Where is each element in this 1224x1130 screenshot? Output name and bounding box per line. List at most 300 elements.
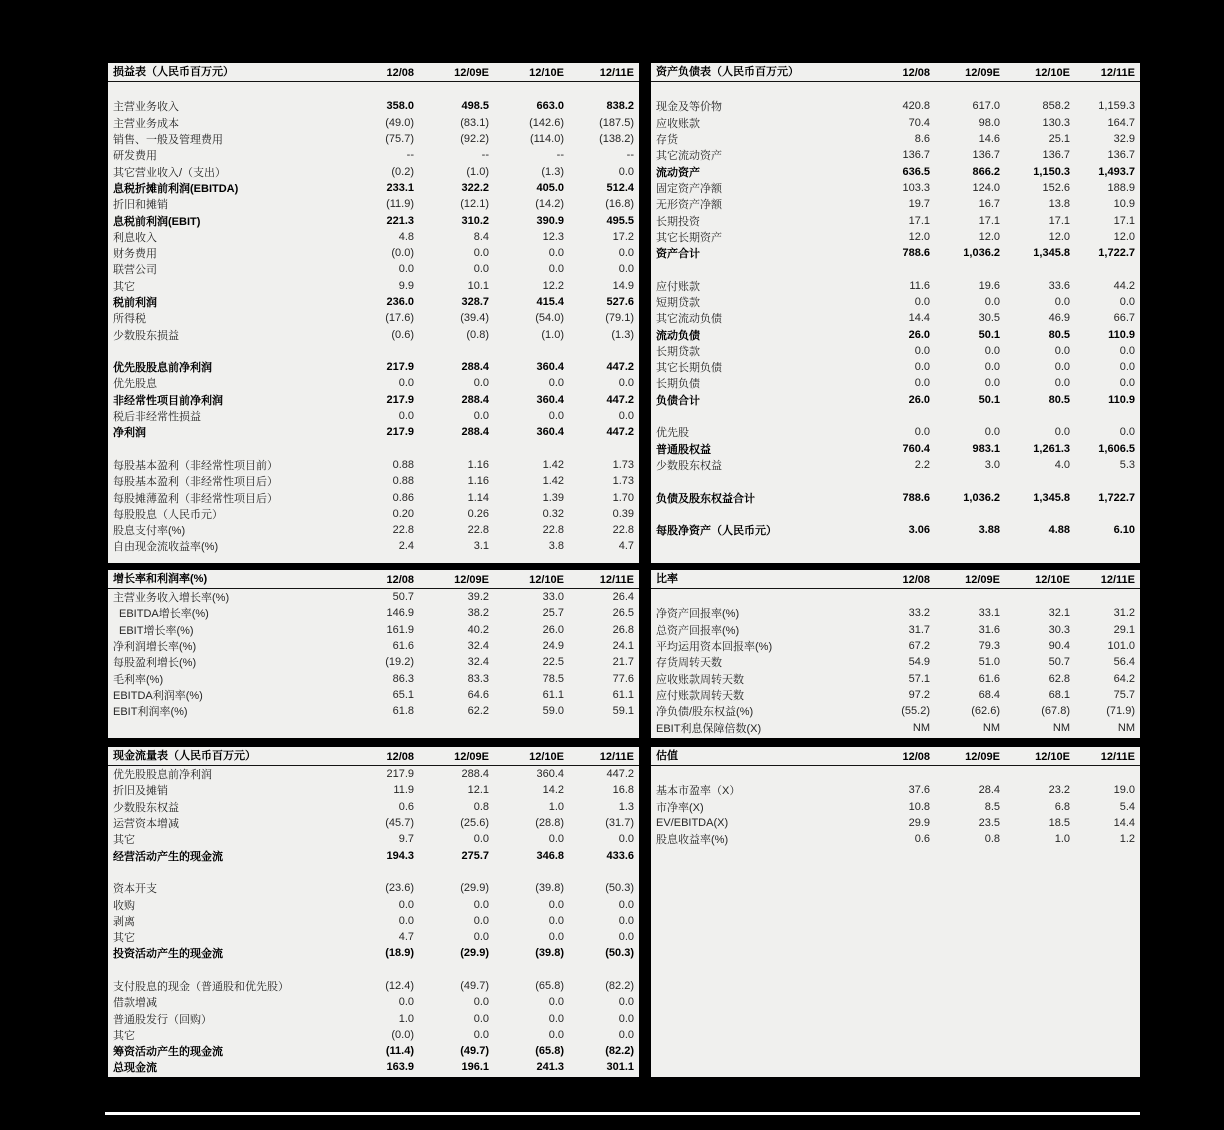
table-row bbox=[108, 408, 639, 424]
cell-value: 858.2 bbox=[1042, 100, 1070, 113]
cell-value: 196.1 bbox=[461, 1061, 489, 1074]
cell-value: 59.1 bbox=[612, 705, 634, 718]
cell-value: 360.4 bbox=[536, 768, 564, 781]
column-header: 12/09E bbox=[965, 751, 1000, 763]
cell-value: 0.6 bbox=[914, 833, 930, 846]
cell-value: 64.2 bbox=[1113, 672, 1135, 685]
cell-value: 0.0 bbox=[914, 426, 930, 439]
cell-value: 101.0 bbox=[1107, 640, 1135, 653]
cell-value: 0.39 bbox=[612, 507, 634, 520]
cell-value: 32.4 bbox=[467, 640, 489, 653]
cell-value: 1,722.7 bbox=[1098, 491, 1135, 504]
row-label: 优先股息 bbox=[113, 378, 157, 391]
cell-value: 0.0 bbox=[914, 361, 930, 374]
row-label: 财务费用 bbox=[113, 248, 157, 261]
row-label: 负债合计 bbox=[656, 394, 700, 407]
cell-value: 983.1 bbox=[972, 442, 1000, 455]
table-row bbox=[108, 1010, 639, 1026]
cell-value: (82.2) bbox=[605, 1045, 634, 1058]
table-row bbox=[651, 115, 1140, 131]
cell-value: 8.5 bbox=[984, 800, 1000, 813]
cell-value: 12.0 bbox=[908, 230, 930, 243]
table-row bbox=[108, 880, 639, 896]
cell-value: 0.0 bbox=[398, 914, 414, 927]
row-label: 息税前利润(EBIT) bbox=[113, 215, 201, 228]
cell-value: (17.6) bbox=[385, 312, 414, 325]
cell-value: 21.7 bbox=[612, 656, 634, 669]
row-label: 息税折摊前利润(EBITDA) bbox=[113, 182, 239, 195]
cell-value: 447.2 bbox=[606, 426, 634, 439]
cell-value: 0.0 bbox=[1119, 344, 1135, 357]
cell-value: (54.0) bbox=[535, 312, 564, 325]
table-row bbox=[651, 294, 1140, 310]
cell-value: 12.1 bbox=[467, 784, 489, 797]
cell-value: 0.0 bbox=[1054, 344, 1070, 357]
cell-value: (49.0) bbox=[385, 116, 414, 129]
cell-value: 0.0 bbox=[914, 344, 930, 357]
cell-value: 31.2 bbox=[1113, 607, 1135, 620]
cell-value: 51.0 bbox=[978, 656, 1000, 669]
cell-value: (0.0) bbox=[391, 1028, 414, 1041]
cell-value: 0.0 bbox=[548, 247, 564, 260]
table-row bbox=[108, 929, 639, 945]
cell-value: 360.4 bbox=[536, 393, 564, 406]
cell-value: 10.1 bbox=[467, 279, 489, 292]
cell-value: 28.4 bbox=[978, 784, 1000, 797]
table-row bbox=[651, 245, 1140, 261]
row-label: 经营活动产生的现金流 bbox=[113, 850, 223, 863]
cell-value: 1.39 bbox=[542, 491, 564, 504]
cell-value: 61.6 bbox=[392, 640, 414, 653]
cell-value: 26.4 bbox=[612, 591, 634, 604]
column-header: 12/08 bbox=[386, 574, 414, 586]
spacer-row bbox=[108, 441, 639, 457]
cell-value: 0.0 bbox=[398, 263, 414, 276]
cell-value: -- bbox=[481, 149, 489, 162]
row-label: 市净率(X) bbox=[656, 801, 704, 814]
cell-value: 0.0 bbox=[984, 296, 1000, 308]
row-label: 其它营业收入/（支出） bbox=[113, 166, 227, 179]
table-title: 现金流量表（人民币百万元） bbox=[113, 750, 256, 762]
cell-value: (1.3) bbox=[541, 165, 564, 178]
cell-value: 10.8 bbox=[908, 800, 930, 813]
cell-value: 14.4 bbox=[1113, 817, 1135, 830]
cell-value: 0.0 bbox=[618, 263, 634, 276]
table-row bbox=[651, 670, 1140, 686]
cell-value: 0.0 bbox=[473, 898, 489, 911]
cell-value: 1,150.3 bbox=[1033, 165, 1070, 178]
cell-value: 0.0 bbox=[1119, 426, 1135, 439]
table-row bbox=[108, 489, 639, 505]
cell-value: 12.0 bbox=[978, 230, 1000, 243]
column-header: 12/09E bbox=[454, 67, 489, 79]
cell-value: 1,036.2 bbox=[963, 247, 1000, 260]
cell-value: 65.1 bbox=[392, 688, 414, 701]
row-label: 流动负债 bbox=[656, 329, 700, 342]
cell-value: 16.7 bbox=[978, 198, 1000, 211]
cell-value: 78.5 bbox=[542, 672, 564, 685]
table-row bbox=[108, 589, 639, 605]
cell-value: 77.6 bbox=[612, 672, 634, 685]
cell-value: (25.6) bbox=[460, 817, 489, 830]
cell-value: -- bbox=[626, 149, 634, 162]
cell-value: 62.2 bbox=[467, 705, 489, 718]
cell-value: 310.2 bbox=[461, 214, 489, 227]
cell-value: 0.0 bbox=[473, 263, 489, 276]
cell-value: (49.7) bbox=[460, 980, 489, 992]
cell-value: 3.06 bbox=[908, 524, 930, 537]
cell-value: 0.0 bbox=[618, 931, 634, 944]
cell-value: 0.0 bbox=[473, 377, 489, 390]
cell-value: 0.0 bbox=[473, 410, 489, 423]
column-header: 12/10E bbox=[529, 67, 564, 79]
cell-value: 33.0 bbox=[542, 591, 564, 604]
row-label: EBITDA增长率(%) bbox=[119, 608, 209, 621]
cell-value: 0.0 bbox=[548, 833, 564, 846]
cell-value: 30.3 bbox=[1048, 623, 1070, 636]
table-row bbox=[651, 441, 1140, 457]
cell-value: 1.0 bbox=[398, 1012, 414, 1025]
cell-value: 44.2 bbox=[1113, 279, 1135, 292]
table-row bbox=[651, 831, 1140, 847]
table-row bbox=[108, 522, 639, 538]
cell-value: 14.4 bbox=[908, 312, 930, 325]
table-header-row bbox=[651, 747, 1140, 766]
row-label: 长期投资 bbox=[656, 215, 700, 228]
cell-value: 29.1 bbox=[1113, 623, 1135, 636]
table-row bbox=[108, 196, 639, 212]
column-header: 12/08 bbox=[386, 751, 414, 763]
spacer-row bbox=[651, 408, 1140, 424]
cell-value: 5.3 bbox=[1119, 458, 1135, 471]
cell-value: 19.0 bbox=[1113, 784, 1135, 797]
cell-value: 110.9 bbox=[1108, 328, 1135, 341]
cell-value: (75.7) bbox=[385, 133, 414, 146]
row-label: 主营业务成本 bbox=[113, 117, 179, 130]
cell-value: (12.4) bbox=[385, 980, 414, 992]
cell-value: 22.5 bbox=[542, 656, 564, 669]
cell-value: 26.5 bbox=[612, 607, 634, 620]
spacer-row bbox=[651, 82, 1140, 98]
cell-value: 3.1 bbox=[473, 540, 489, 553]
table-row bbox=[651, 147, 1140, 163]
table-row bbox=[651, 343, 1140, 359]
cell-value: 50.1 bbox=[978, 393, 1000, 406]
cell-value: 136.7 bbox=[972, 149, 1000, 162]
cell-value: 70.4 bbox=[908, 116, 930, 129]
table-row bbox=[108, 245, 639, 261]
cell-value: 1.42 bbox=[542, 475, 564, 488]
cell-value: 14.6 bbox=[978, 133, 1000, 146]
table-row bbox=[108, 294, 639, 310]
table-row bbox=[108, 687, 639, 703]
cell-value: (138.2) bbox=[599, 133, 634, 146]
cell-value: 0.0 bbox=[1054, 426, 1070, 439]
table-row bbox=[108, 1027, 639, 1043]
table-row bbox=[108, 261, 639, 277]
cell-value: 0.26 bbox=[467, 507, 489, 520]
column-header: 12/10E bbox=[529, 574, 564, 586]
table-row bbox=[651, 131, 1140, 147]
row-label: 税后非经常性损益 bbox=[113, 411, 201, 424]
cell-value: 23.2 bbox=[1048, 784, 1070, 797]
row-label: 每股盈利增长(%) bbox=[113, 657, 197, 670]
cell-value: 33.2 bbox=[908, 607, 930, 620]
row-label: 所得税 bbox=[113, 313, 146, 326]
cell-value: 17.1 bbox=[908, 214, 930, 227]
ratios-table bbox=[651, 570, 1140, 738]
table-row bbox=[651, 622, 1140, 638]
cell-value: 110.9 bbox=[1108, 393, 1135, 406]
row-label: 优先股股息前净利润 bbox=[113, 769, 212, 782]
table-row bbox=[108, 212, 639, 228]
cell-value: (11.9) bbox=[386, 198, 414, 211]
cell-value: 663.0 bbox=[536, 100, 564, 113]
table-row bbox=[108, 147, 639, 163]
cell-value: 17.1 bbox=[1048, 214, 1070, 227]
table-header-row bbox=[108, 747, 639, 766]
cell-value: (62.6) bbox=[971, 705, 1000, 718]
cell-value: 217.9 bbox=[386, 426, 414, 439]
cell-value: 161.9 bbox=[386, 623, 414, 636]
cell-value: 136.7 bbox=[1042, 149, 1070, 162]
cell-value: 2.2 bbox=[914, 458, 930, 471]
table-row bbox=[651, 424, 1140, 440]
row-label: 现金及等价物 bbox=[656, 101, 722, 114]
cell-value: 14.9 bbox=[612, 279, 634, 292]
cell-value: NM bbox=[1117, 721, 1135, 734]
row-label: 每股基本盈利（非经常性项目后） bbox=[113, 476, 278, 489]
column-header: 12/11E bbox=[599, 574, 634, 586]
table-row bbox=[651, 98, 1140, 114]
cell-value: 33.6 bbox=[1048, 279, 1070, 292]
cell-value: 0.0 bbox=[473, 247, 489, 260]
cell-value: 1,345.8 bbox=[1033, 247, 1070, 260]
cell-value: 39.2 bbox=[467, 591, 489, 604]
row-label: 投资活动产生的现金流 bbox=[113, 948, 223, 961]
row-label: 普通股权益 bbox=[656, 443, 711, 456]
table-row bbox=[108, 605, 639, 621]
cell-value: (49.7) bbox=[460, 1045, 489, 1058]
cell-value: 12.0 bbox=[1113, 230, 1135, 243]
cell-value: 0.0 bbox=[473, 1028, 489, 1041]
row-label: 应付账款 bbox=[656, 280, 700, 293]
table-header-row bbox=[108, 570, 639, 589]
cell-value: 233.1 bbox=[386, 181, 414, 194]
cell-value: (31.7) bbox=[605, 817, 634, 830]
cell-value: 1.2 bbox=[1119, 833, 1135, 846]
cell-value: 1.16 bbox=[467, 475, 489, 488]
row-label: 流动资产 bbox=[656, 166, 700, 179]
column-header: 12/10E bbox=[1035, 67, 1070, 79]
row-label: 折旧和摊销 bbox=[113, 199, 168, 212]
cell-value: NM bbox=[912, 721, 930, 734]
column-header: 12/09E bbox=[454, 751, 489, 763]
cell-value: 194.3 bbox=[386, 849, 414, 862]
cell-value: 0.6 bbox=[398, 800, 414, 813]
spacer-row bbox=[651, 766, 1140, 782]
cell-value: 31.7 bbox=[908, 623, 930, 636]
cell-value: 447.2 bbox=[606, 768, 634, 781]
row-label: 主营业务收入增长率(%) bbox=[113, 592, 230, 605]
row-label: 优先股 bbox=[656, 427, 689, 440]
cell-value: 64.6 bbox=[467, 688, 489, 701]
cell-value: 0.0 bbox=[548, 914, 564, 927]
row-label: 其它 bbox=[113, 280, 135, 293]
cell-value: (18.9) bbox=[385, 947, 414, 960]
cell-value: 188.9 bbox=[1107, 181, 1135, 194]
column-header: 12/10E bbox=[1035, 751, 1070, 763]
cell-value: (14.2) bbox=[535, 198, 564, 211]
row-label: 支付股息的现金（普通股和优先股） bbox=[113, 981, 289, 993]
table-title: 增长率和利润率(%) bbox=[113, 573, 208, 585]
cell-value: 0.0 bbox=[548, 931, 564, 944]
cell-value: (39.8) bbox=[535, 882, 564, 895]
cell-value: 6.10 bbox=[1113, 524, 1135, 537]
balance-sheet-table bbox=[651, 63, 1140, 563]
cell-value: 17.1 bbox=[1113, 214, 1135, 227]
cell-value: 1,722.7 bbox=[1098, 247, 1135, 260]
row-label: 股息收益率(%) bbox=[656, 834, 729, 847]
valuation-table bbox=[651, 747, 1140, 1077]
table-row bbox=[651, 719, 1140, 735]
cell-value: 80.5 bbox=[1048, 328, 1070, 341]
cell-value: 59.0 bbox=[542, 705, 564, 718]
table-title: 损益表（人民币百万元） bbox=[113, 66, 234, 78]
cell-value: 1.0 bbox=[548, 800, 564, 813]
table-row bbox=[651, 782, 1140, 798]
table-row bbox=[651, 359, 1140, 375]
cell-value: 0.0 bbox=[984, 361, 1000, 374]
row-label: 总现金流 bbox=[113, 1062, 157, 1075]
table-row bbox=[108, 473, 639, 489]
cell-value: (82.2) bbox=[605, 980, 634, 992]
row-label: 长期贷款 bbox=[656, 345, 700, 358]
table-row bbox=[651, 638, 1140, 654]
cell-value: 0.0 bbox=[548, 996, 564, 1009]
cell-value: 22.8 bbox=[467, 524, 489, 537]
table-row bbox=[651, 278, 1140, 294]
table-row bbox=[108, 913, 639, 929]
cell-value: (1.0) bbox=[541, 328, 564, 341]
cell-value: 32.9 bbox=[1113, 133, 1135, 146]
cell-value: 236.0 bbox=[386, 296, 414, 308]
cell-value: 0.0 bbox=[618, 410, 634, 423]
cell-value: 79.3 bbox=[978, 640, 1000, 653]
spacer-row bbox=[108, 962, 639, 978]
spacer-row bbox=[651, 261, 1140, 277]
cell-value: 0.0 bbox=[473, 833, 489, 846]
row-label: 资产合计 bbox=[656, 248, 700, 261]
cell-value: -- bbox=[556, 149, 564, 162]
row-label: 优先股股息前净利润 bbox=[113, 362, 212, 375]
cell-value: (11.4) bbox=[385, 1045, 414, 1058]
cell-value: (0.6) bbox=[391, 328, 414, 341]
table-row bbox=[108, 978, 639, 994]
cell-value: 288.4 bbox=[461, 393, 489, 406]
cell-value: 0.0 bbox=[618, 1028, 634, 1041]
cell-value: (55.2) bbox=[901, 705, 930, 718]
cell-value: 0.0 bbox=[398, 377, 414, 390]
cell-value: 50.7 bbox=[392, 591, 414, 604]
row-label: 应收账款周转天数 bbox=[656, 673, 744, 686]
table-row bbox=[108, 1059, 639, 1075]
cell-value: 9.7 bbox=[398, 833, 414, 846]
cell-value: 83.3 bbox=[467, 672, 489, 685]
table-row bbox=[108, 424, 639, 440]
cell-value: 26.8 bbox=[612, 623, 634, 636]
row-label: 收购 bbox=[113, 899, 135, 912]
cell-value: 1,261.3 bbox=[1033, 442, 1070, 455]
cell-value: 0.32 bbox=[542, 507, 564, 520]
cell-value: 136.7 bbox=[1107, 149, 1135, 162]
cell-value: 241.3 bbox=[536, 1061, 564, 1074]
cell-value: (65.8) bbox=[535, 1045, 564, 1058]
cell-value: (39.4) bbox=[460, 312, 489, 325]
row-label: 联营公司 bbox=[113, 264, 157, 277]
cell-value: 788.6 bbox=[902, 247, 930, 260]
cell-value: 1,036.2 bbox=[963, 491, 1000, 504]
table-row bbox=[651, 457, 1140, 473]
cell-value: 1.73 bbox=[612, 458, 634, 471]
cell-value: NM bbox=[982, 721, 1000, 734]
row-label: 主营业务收入 bbox=[113, 101, 179, 114]
cell-value: 61.6 bbox=[978, 672, 1000, 685]
row-label: EBIT利润率(%) bbox=[113, 706, 188, 719]
cell-value: 66.7 bbox=[1113, 312, 1135, 325]
cell-value: 433.6 bbox=[606, 849, 634, 862]
cell-value: 512.4 bbox=[606, 181, 634, 194]
row-label: EBIT利息保障倍数(X) bbox=[656, 722, 762, 735]
cell-value: 0.88 bbox=[392, 475, 414, 488]
cell-value: (1.3) bbox=[611, 328, 634, 341]
row-label: 净利润增长率(%) bbox=[113, 641, 197, 654]
cell-value: (79.1) bbox=[605, 312, 634, 325]
cell-value: 10.9 bbox=[1113, 198, 1135, 211]
cell-value: 301.1 bbox=[606, 1061, 634, 1074]
table-title: 资产负债表（人民币百万元） bbox=[656, 66, 799, 78]
cell-value: 22.8 bbox=[612, 524, 634, 537]
cell-value: 0.0 bbox=[618, 247, 634, 260]
cell-value: (0.2) bbox=[391, 165, 414, 178]
cell-value: 0.0 bbox=[618, 377, 634, 390]
cell-value: 1.3 bbox=[618, 800, 634, 813]
column-header: 12/08 bbox=[902, 574, 930, 586]
row-label: 自由现金流收益率(%) bbox=[113, 541, 219, 554]
cell-value: 57.1 bbox=[908, 672, 930, 685]
cell-value: (50.3) bbox=[605, 882, 634, 895]
cell-value: 25.1 bbox=[1048, 133, 1070, 146]
cell-value: 0.0 bbox=[618, 914, 634, 927]
cell-value: 61.1 bbox=[612, 688, 634, 701]
row-label: 短期贷款 bbox=[656, 297, 700, 309]
row-label: 存货周转天数 bbox=[656, 657, 722, 670]
cell-value: 13.8 bbox=[1048, 198, 1070, 211]
cell-value: (187.5) bbox=[599, 116, 634, 129]
cell-value: 14.2 bbox=[542, 784, 564, 797]
cell-value: 4.7 bbox=[618, 540, 634, 553]
cell-value: 360.4 bbox=[536, 426, 564, 439]
column-header: 12/11E bbox=[599, 67, 634, 79]
cell-value: 0.0 bbox=[984, 344, 1000, 357]
footer-divider-rule bbox=[105, 1112, 1140, 1115]
cell-value: 0.0 bbox=[548, 263, 564, 276]
cell-value: 0.0 bbox=[618, 996, 634, 1009]
cell-value: 67.2 bbox=[908, 640, 930, 653]
cell-value: 788.6 bbox=[902, 491, 930, 504]
spacer-row bbox=[108, 343, 639, 359]
cell-value: 22.8 bbox=[392, 524, 414, 537]
